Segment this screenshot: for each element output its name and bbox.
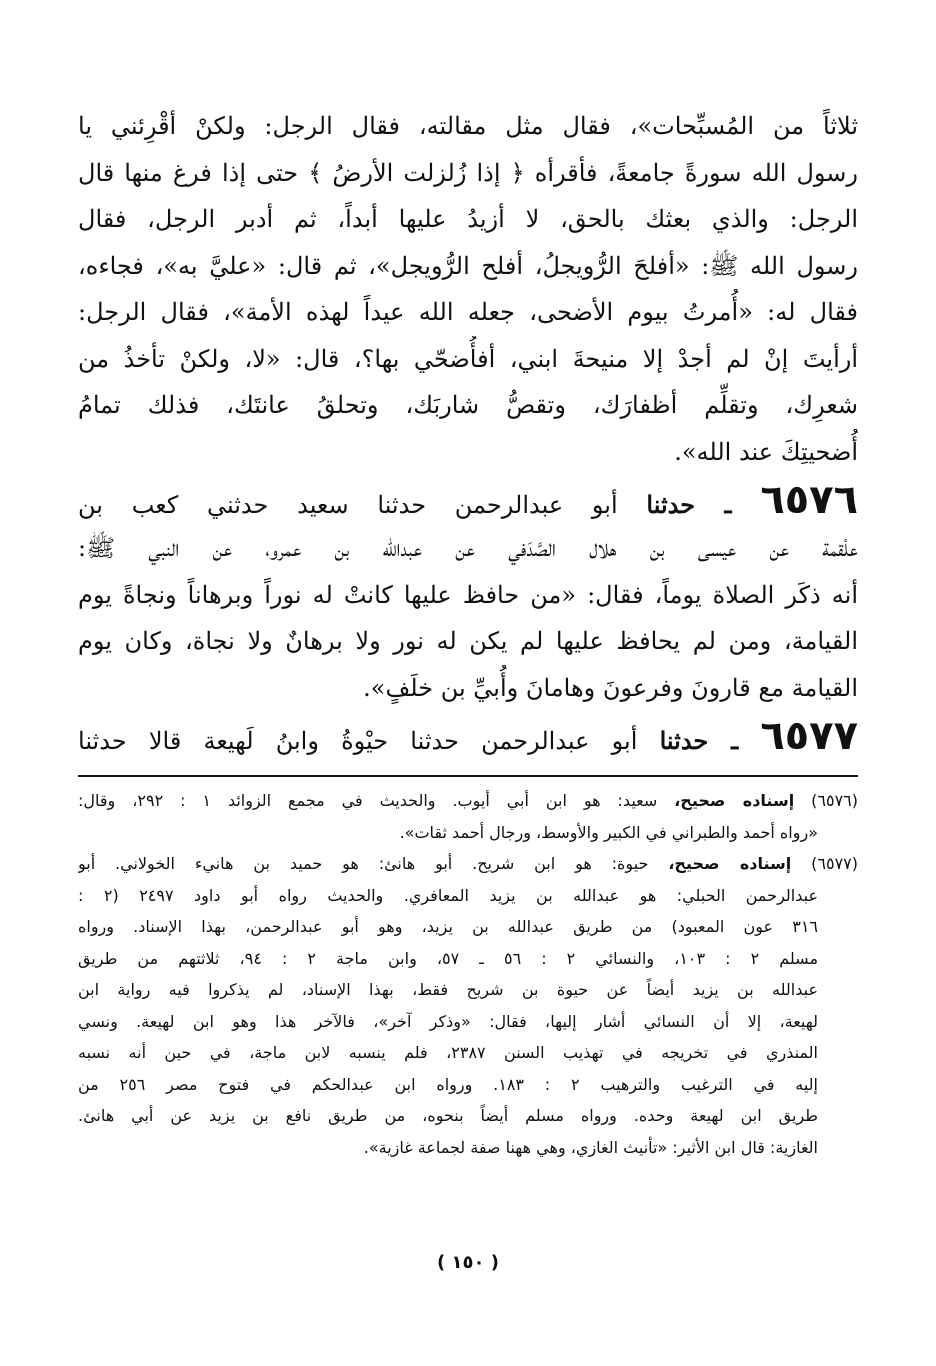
text-line: أنه ذكَر الصلاة يوماً، فقال: «من حافظ عليها كانتْ له نوراً وبرهاناً ونجاةً يوم: [78, 580, 858, 609]
hadith-lead: ـ حدثنا: [659, 726, 739, 755]
footnote-line: الغازية: قال ابن الأثير: «تأنيث الغازي، وهي ههنا صفة لجماعة غازية».: [363, 1137, 818, 1157]
hadith-6576-first-line: [78, 475, 858, 525]
hadith-text: أبو عبدالرحمن حدثنا حيْوةُ وابنُ لَهيعة قالا حدثنا: [78, 727, 638, 755]
text-line: فقال له: «أُمرتُ بيوم الأضحى، جعله الله عيداً لهذه الأمة»، فقال الرجل:: [78, 298, 858, 326]
footnote-line: «رواه أحمد والطبراني في الكبير والأوسط، ورجال أحمد ثقات».: [399, 822, 818, 842]
hadith-number: ٦٥٧٧: [760, 713, 858, 759]
text-line: علْقمة عن عيسى بن هلال الصَّدَفي عن عبدالله بن عمرو، عن النبي ﷺ:: [78, 534, 858, 562]
footnote-line: لهيعة، إلا أن النسائي أشار إليها، فقال: «وذكر آخر»، فالآخر هذا وهو ابن لهيعة. ونسي: [78, 1011, 818, 1031]
text-line: ثلاثاً من المُسبِّحات»، فقال مثل مقالته، فقال الرجل: ولكنْ أقْرِئني يا: [78, 112, 858, 140]
text-line: أُضحيتِكَ عند الله».: [674, 437, 858, 466]
text-line: الرجل: والذي بعثك بالحق، لا أزيدُ عليها أبداً، ثم أدبر الرجل، فقال: [78, 205, 858, 233]
footnote-6577-first-line: [78, 848, 858, 880]
footnote-line: مسلم ٢ : ١٠٣، والنسائي ٢ : ٥٦ ـ ٥٧، وابن ماجة ٢ : ٩٤، ثلاثتهم من طريق: [78, 948, 819, 968]
hadith-number: ٦٥٧٦: [760, 477, 858, 523]
footnote-line: عبدالله بن يزيد أيضاً عن حيوة بن شريح فقط، بهذا الإسناد، لم يذكروا فيه رواية ابن: [78, 980, 818, 999]
footnote-label: إسناده صحيح،: [674, 791, 795, 810]
footnote-text: حيوة: هو ابن شريح. أبو هانئ: هو حميد بن هانيء الخولاني. أبو: [78, 854, 649, 873]
footnote-text: سعيد: هو ابن أبي أيوب. والحديث في مجمع الزوائد ١ : ٢٩٢، وقال:: [78, 791, 658, 810]
footnote-divider: [78, 775, 858, 777]
hadith-text: أبو عبدالرحمن حدثنا سعيد حدثني كعب بن: [78, 491, 618, 519]
text-line: شعرِك، وتقلِّم أظفارَك، وتقصُّ شاربَك، وتحلقُ عانتَك، فذلك تمامُ: [78, 391, 858, 419]
footnote-line: طريق ابن لهيعة وحده. ورواه مسلم أيضاً بنحوه، من طريق نافع بن يزيد عن أبي هانئ.: [78, 1106, 818, 1125]
footnote-line: إليه في الترغيب والترهيب ٢ : ١٨٣. ورواه ابن عبدالحكم في فتوح مصر ٢٥٦ من: [78, 1074, 818, 1094]
footnote-label: إسناده صحيح،: [668, 854, 792, 873]
footnote-ref: (٦٥٧٧): [811, 854, 858, 873]
main-text: [78, 103, 858, 761]
text-line: القيامة مع قارونَ وفرعونَ وهامانَ وأُبيِّ بن خلَفٍ».: [363, 673, 858, 702]
footnote-6576-first-line: [78, 785, 858, 817]
footnote-line: المنذري في تخريجه في تهذيب السنن ٢٣٨٧، فلم ينسبه لابن ماجة، في حين أنه نسبه: [78, 1043, 818, 1062]
footnotes: [78, 785, 858, 1163]
footnote-line: عبدالرحمن الحبلي: هو عبدالله بن يزيد المعافري. والحديث رواه أبو داود ٢٤٩٧ (٢ :: [78, 885, 818, 905]
text-line: القيامة، ومن لم يحافظ عليها لم يكن له نور ولا برهانٌ ولا نجاة، وكان يوم: [78, 627, 858, 655]
page-number: ( ١٥٠ ): [437, 1252, 499, 1273]
text-line: رسول الله ﷺ: «أفلحَ الرُّويجلُ، أفلح الرُّويجل»، ثم قال: «عليَّ به»، فجاءه،: [78, 251, 858, 280]
footnote-line: ٣١٦ عون المعبود) من طريق عبدالله بن يزيد، وهو أبو عبدالرحمن، بهذا الإسناد. ورواه: [78, 917, 818, 936]
text-line: رسول الله سورةً جامعةً، فأقرأه ﴿ إذا زُلزلت الأرضُ ﴾ حتى إذا فرغ منها قال: [78, 158, 858, 187]
hadith-lead: ـ حدثنا: [646, 490, 732, 519]
hadith-6577-first-line: [78, 711, 858, 761]
footnote-ref: (٦٥٧٦): [811, 791, 858, 810]
text-line: أرأيتَ إنْ لم أجدْ إلا منيحةَ ابني، أفأُضحّي بها؟، قال: «لا، ولكنْ تأخذُ من: [78, 344, 858, 373]
